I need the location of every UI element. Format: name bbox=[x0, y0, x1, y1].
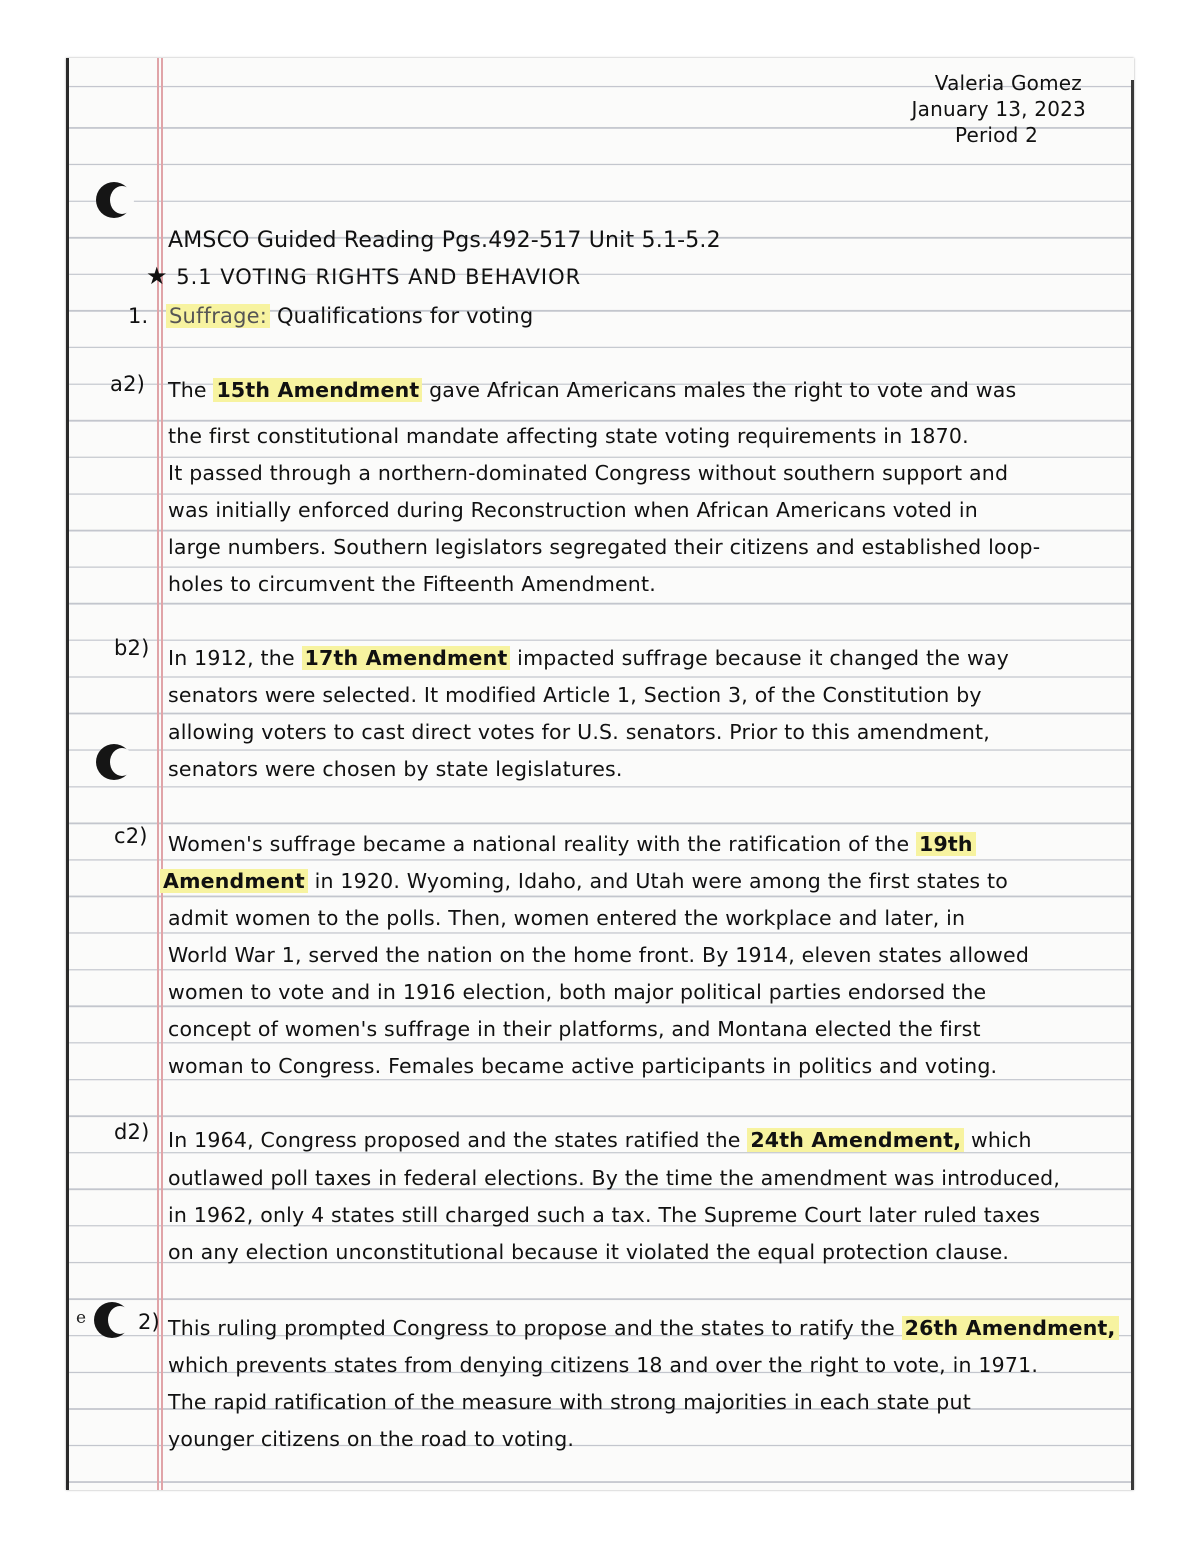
section-heading-text: 5.1 VOTING RIGHTS AND BEHAVIOR bbox=[176, 265, 582, 289]
text-run: in 1920. Wyoming, Idaho, and Utah were among the first states to bbox=[314, 869, 1008, 893]
text-run: which bbox=[970, 1128, 1032, 1152]
assignment-date: January 13, 2023 bbox=[911, 97, 1086, 121]
paragraph-line bbox=[168, 640, 1009, 677]
paragraph-line: allowing voters to cast direct votes for U.S. senators. Prior to this amendment, bbox=[168, 720, 990, 744]
stray-mark: e bbox=[76, 1308, 87, 1328]
highlighted-term: 17th Amendment bbox=[302, 646, 511, 670]
student-name: Valeria Gomez bbox=[934, 71, 1082, 95]
binder-hole-icon bbox=[96, 182, 132, 218]
paragraph-line: senators were selected. It modified Article 1, Section 3, of the Constitution by bbox=[168, 683, 982, 707]
highlighted-term: 19th bbox=[916, 832, 976, 856]
definition-text: Qualifications for voting bbox=[276, 304, 534, 328]
paragraph-line: It passed through a northern-dominated Congress without southern support and bbox=[168, 461, 1009, 485]
text-run: The bbox=[168, 378, 207, 402]
highlighted-term: 24th Amendment, bbox=[747, 1128, 964, 1152]
text-run: Women's suffrage became a national reality with the ratification of the bbox=[168, 832, 910, 856]
paragraph-line bbox=[168, 372, 1016, 409]
star-icon: ★ bbox=[146, 262, 169, 290]
paragraph-line: was initially enforced during Reconstruction when African Americans voted in bbox=[168, 498, 978, 522]
paragraph-line bbox=[168, 826, 976, 863]
item-number: 1. bbox=[128, 304, 149, 328]
paragraph-line bbox=[168, 1310, 1119, 1347]
paragraph-line: The rapid ratification of the measure with strong majorities in each state put bbox=[168, 1390, 971, 1414]
text-run: impacted suffrage because it changed the way bbox=[517, 646, 1010, 670]
highlighted-term: Suffrage: bbox=[166, 304, 270, 328]
paragraph-label: c2) bbox=[114, 824, 148, 848]
paragraph-line: holes to circumvent the Fifteenth Amendment. bbox=[168, 572, 656, 596]
section-heading bbox=[146, 262, 581, 290]
paragraph-line: on any election unconstitutional because it violated the equal protection clause. bbox=[168, 1240, 1010, 1264]
paper-edge-right bbox=[1131, 80, 1134, 1490]
paragraph-line: woman to Congress. Females became active participants in politics and voting. bbox=[168, 1054, 998, 1078]
paragraph-line: women to vote and in 1916 election, both major political parties endorsed the bbox=[168, 980, 987, 1004]
paragraph-line: senators were chosen by state legislatures. bbox=[168, 757, 623, 781]
binder-hole-icon bbox=[96, 744, 132, 780]
paragraph-line: large numbers. Southern legislators segregated their citizens and established loop- bbox=[168, 535, 1041, 559]
paragraph-label: 2) bbox=[138, 1310, 160, 1334]
paragraph-label: a2) bbox=[110, 372, 146, 396]
paragraph-line: World War 1, served the nation on the home front. By 1914, eleven states allowed bbox=[168, 943, 1030, 967]
binder-hole-icon bbox=[94, 1302, 130, 1338]
paragraph-line: admit women to the polls. Then, women entered the workplace and later, in bbox=[168, 906, 966, 930]
class-period: Period 2 bbox=[954, 123, 1038, 147]
text-run: gave African Americans males the right to vote and was bbox=[429, 378, 1017, 402]
paragraph-label: b2) bbox=[114, 636, 150, 660]
paragraph-line: the first constitutional mandate affecting state voting requirements in 1870. bbox=[168, 424, 969, 448]
paragraph-line: in 1962, only 4 states still charged such a tax. The Supreme Court later ruled taxes bbox=[168, 1203, 1041, 1227]
highlighted-term: 26th Amendment, bbox=[902, 1316, 1119, 1340]
paragraph-line: concept of women's suffrage in their platforms, and Montana elected the first bbox=[168, 1017, 981, 1041]
paragraph-line bbox=[160, 863, 1008, 900]
definition-line bbox=[166, 304, 533, 328]
text-run: In 1964, Congress proposed and the states ratified the bbox=[168, 1128, 741, 1152]
paragraph-label: d2) bbox=[114, 1120, 150, 1144]
text-run: This ruling prompted Congress to propose and the states to ratify the bbox=[168, 1316, 895, 1340]
highlighted-term: 15th Amendment bbox=[213, 378, 422, 402]
paragraph-line bbox=[168, 1122, 1032, 1159]
page-title: AMSCO Guided Reading Pgs.492-517 Unit 5.1-5.2 bbox=[168, 228, 721, 253]
highlighted-term: Amendment bbox=[160, 869, 308, 893]
paper-edge-left bbox=[66, 58, 69, 1490]
paragraph-line: younger citizens on the road to voting. bbox=[168, 1427, 575, 1451]
paragraph-line: which prevents states from denying citizens 18 and over the right to vote, in 1971. bbox=[168, 1353, 1039, 1377]
text-run: In 1912, the bbox=[168, 646, 295, 670]
paragraph-line: outlawed poll taxes in federal elections. By the time the amendment was introduced, bbox=[168, 1166, 1061, 1190]
